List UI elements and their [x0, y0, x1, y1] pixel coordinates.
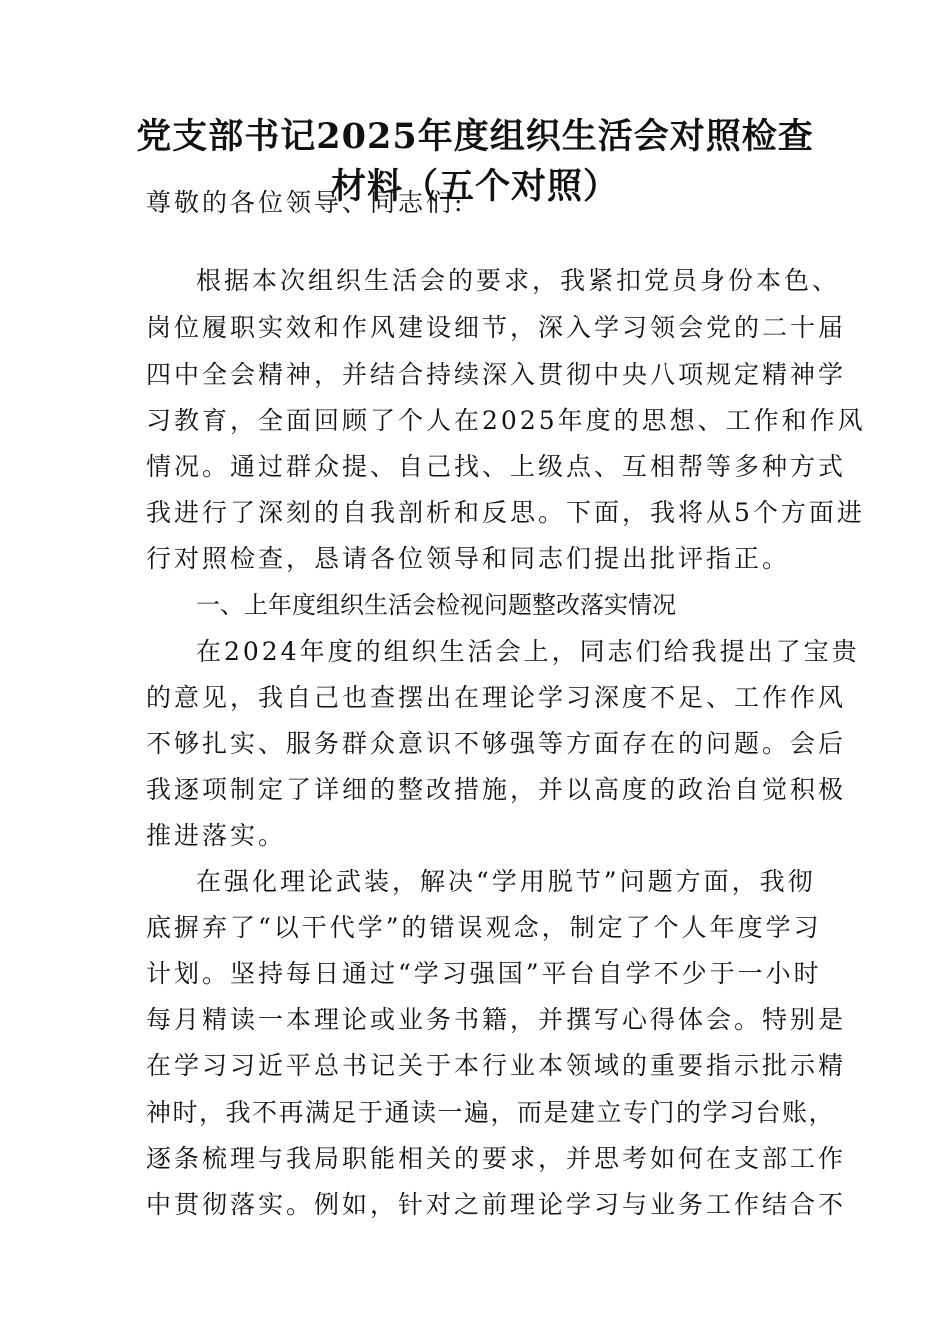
text-line: 在学习习近平总书记关于本行业本领域的重要指示批示精 [146, 1051, 847, 1080]
text-line: 不够扎实、服务群众意识不够强等方面存在的问题。会后 [146, 729, 847, 758]
text-line: 的意见，我自己也查摆出在理论学习深度不足、工作作风 [146, 683, 847, 712]
text-line: 在2024年度的组织生活会上，同志们给我提出了宝贵 [196, 637, 860, 666]
text-line: 四中全会精神，并结合持续深入贯彻中央八项规定精神学 [146, 360, 847, 389]
text-line: 计划。坚持每日通过“学习强国”平台自学不少于一小时 [146, 959, 822, 988]
text-line: 逐条梳理与我局职能相关的要求，并思考如何在支部工作 [146, 1144, 847, 1173]
section-1-heading: 一、上年度组织生活会检视问题整改落实情况 [196, 591, 676, 619]
text-line: 中贯彻落实。例如，针对之前理论学习与业务工作结合不 [146, 1190, 847, 1219]
text-line: 情况。通过群众提、自己找、上级点、互相帮等多种方式 [146, 452, 847, 481]
title-line-2: 材料（五个对照） [330, 166, 619, 207]
text-line: 根据本次组织生活会的要求，我紧扣党员身份本色、 [196, 266, 841, 295]
text-line: 底摒弃了“以干代学”的错误观念，制定了个人年度学习 [146, 913, 822, 942]
text-line: 岗位履职实效和作风建设细节，深入学习领会党的二十届 [146, 313, 847, 342]
title-line-1: 党支部书记2025年度组织生活会对照检查 [136, 116, 814, 157]
text-line: 每月精读一本理论或业务书籍，并撰写心得体会。特别是 [146, 1005, 847, 1034]
text-line: 神时，我不再满足于通读一遍，而是建立专门的学习台账， [146, 1098, 836, 1127]
text-line: 我逐项制定了详细的整改措施，并以高度的政治自觉积极 [146, 775, 847, 804]
text-line: 推进落实。 [146, 821, 287, 850]
text-line: 习教育，全面回顾了个人在2025年度的思想、工作和作风 [146, 406, 866, 435]
text-line: 我进行了深刻的自我剖析和反思。下面，我将从5个方面进 [146, 498, 865, 527]
text-line: 在强化理论武装，解决“学用脱节”问题方面，我彻 [196, 867, 816, 896]
text-line: 行对照检查，恳请各位领导和同志们提出批评指正。 [146, 544, 791, 573]
salutation: 尊敬的各位领导、同志们: [146, 188, 466, 217]
